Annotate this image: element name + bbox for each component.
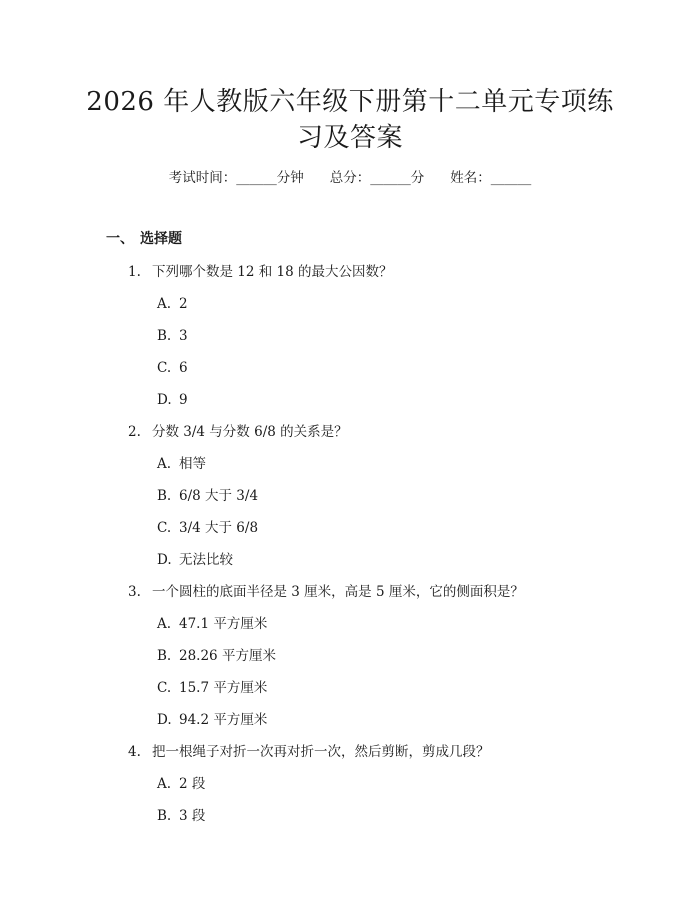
- option-2c: [157, 518, 258, 538]
- option-text: 6: [179, 360, 188, 376]
- option-letter: A.: [157, 776, 172, 792]
- question-number: 3.: [128, 584, 141, 600]
- option-1b: [157, 326, 188, 346]
- option-text: 2 段: [179, 776, 206, 792]
- option-text: 3 段: [179, 808, 206, 824]
- option-letter: B.: [157, 808, 172, 824]
- option-letter: A.: [157, 456, 172, 472]
- question-text: 分数 3/4 与分数 6/8 的关系是？: [152, 424, 348, 440]
- option-letter: C.: [157, 680, 172, 696]
- section-number: 一、: [106, 231, 134, 247]
- option-text: 无法比较: [179, 552, 233, 568]
- option-text: 3: [179, 328, 188, 344]
- option-letter: B.: [157, 648, 172, 664]
- option-text: 6/8 大于 3/4: [179, 488, 259, 504]
- question-number: 4.: [128, 744, 141, 760]
- question-text: 下列哪个数是 12 和 18 的最大公因数？: [152, 264, 393, 280]
- option-1c: [157, 358, 188, 378]
- option-letter: D.: [157, 392, 172, 408]
- question-text: 一个圆柱的底面半径是 3 厘米，高是 5 厘米，它的侧面积是？: [152, 584, 524, 600]
- option-text: 9: [179, 392, 188, 408]
- question-text: 把一根绳子对折一次再对折一次，然后剪断，剪成几段？: [152, 744, 490, 760]
- question-3: [128, 582, 524, 602]
- option-2b: [157, 486, 258, 506]
- option-letter: A.: [157, 296, 172, 312]
- option-4b: [157, 806, 205, 826]
- document-title-line-2: 习及答案: [296, 123, 403, 153]
- option-3d: [157, 710, 267, 730]
- option-letter: D.: [157, 712, 172, 728]
- question-2: [128, 422, 348, 442]
- option-text: 15.7 平方厘米: [179, 680, 268, 696]
- exam-meta-row: [0, 168, 700, 188]
- option-letter: A.: [157, 616, 172, 632]
- exam-time-label: 考试时间：______分钟: [168, 170, 304, 186]
- option-2d: [157, 550, 233, 570]
- option-letter: C.: [157, 520, 172, 536]
- section-title: 选择题: [140, 231, 182, 247]
- option-3c: [157, 678, 267, 698]
- option-text: 47.1 平方厘米: [179, 616, 268, 632]
- question-1: [128, 262, 393, 282]
- option-letter: B.: [157, 488, 172, 504]
- option-text: 94.2 平方厘米: [179, 712, 268, 728]
- option-text: 2: [179, 296, 188, 312]
- option-1a: [157, 294, 188, 314]
- total-score-label: 总分：______分: [329, 170, 425, 186]
- option-3b: [157, 646, 276, 666]
- option-text: 相等: [179, 456, 206, 472]
- question-4: [128, 742, 490, 762]
- question-number: 1.: [128, 264, 141, 280]
- option-letter: B.: [157, 328, 172, 344]
- option-4a: [157, 774, 205, 794]
- option-text: 28.26 平方厘米: [179, 648, 276, 664]
- option-1d: [157, 390, 188, 410]
- option-letter: D.: [157, 552, 172, 568]
- section-heading: [106, 229, 182, 249]
- document-title-line-1: 2026 年人教版六年级下册第十二单元专项练: [86, 87, 614, 117]
- option-3a: [157, 614, 267, 634]
- option-text: 3/4 大于 6/8: [179, 520, 259, 536]
- option-letter: C.: [157, 360, 172, 376]
- question-number: 2.: [128, 424, 141, 440]
- option-2a: [157, 454, 206, 474]
- student-name-label: 姓名：______: [450, 170, 532, 186]
